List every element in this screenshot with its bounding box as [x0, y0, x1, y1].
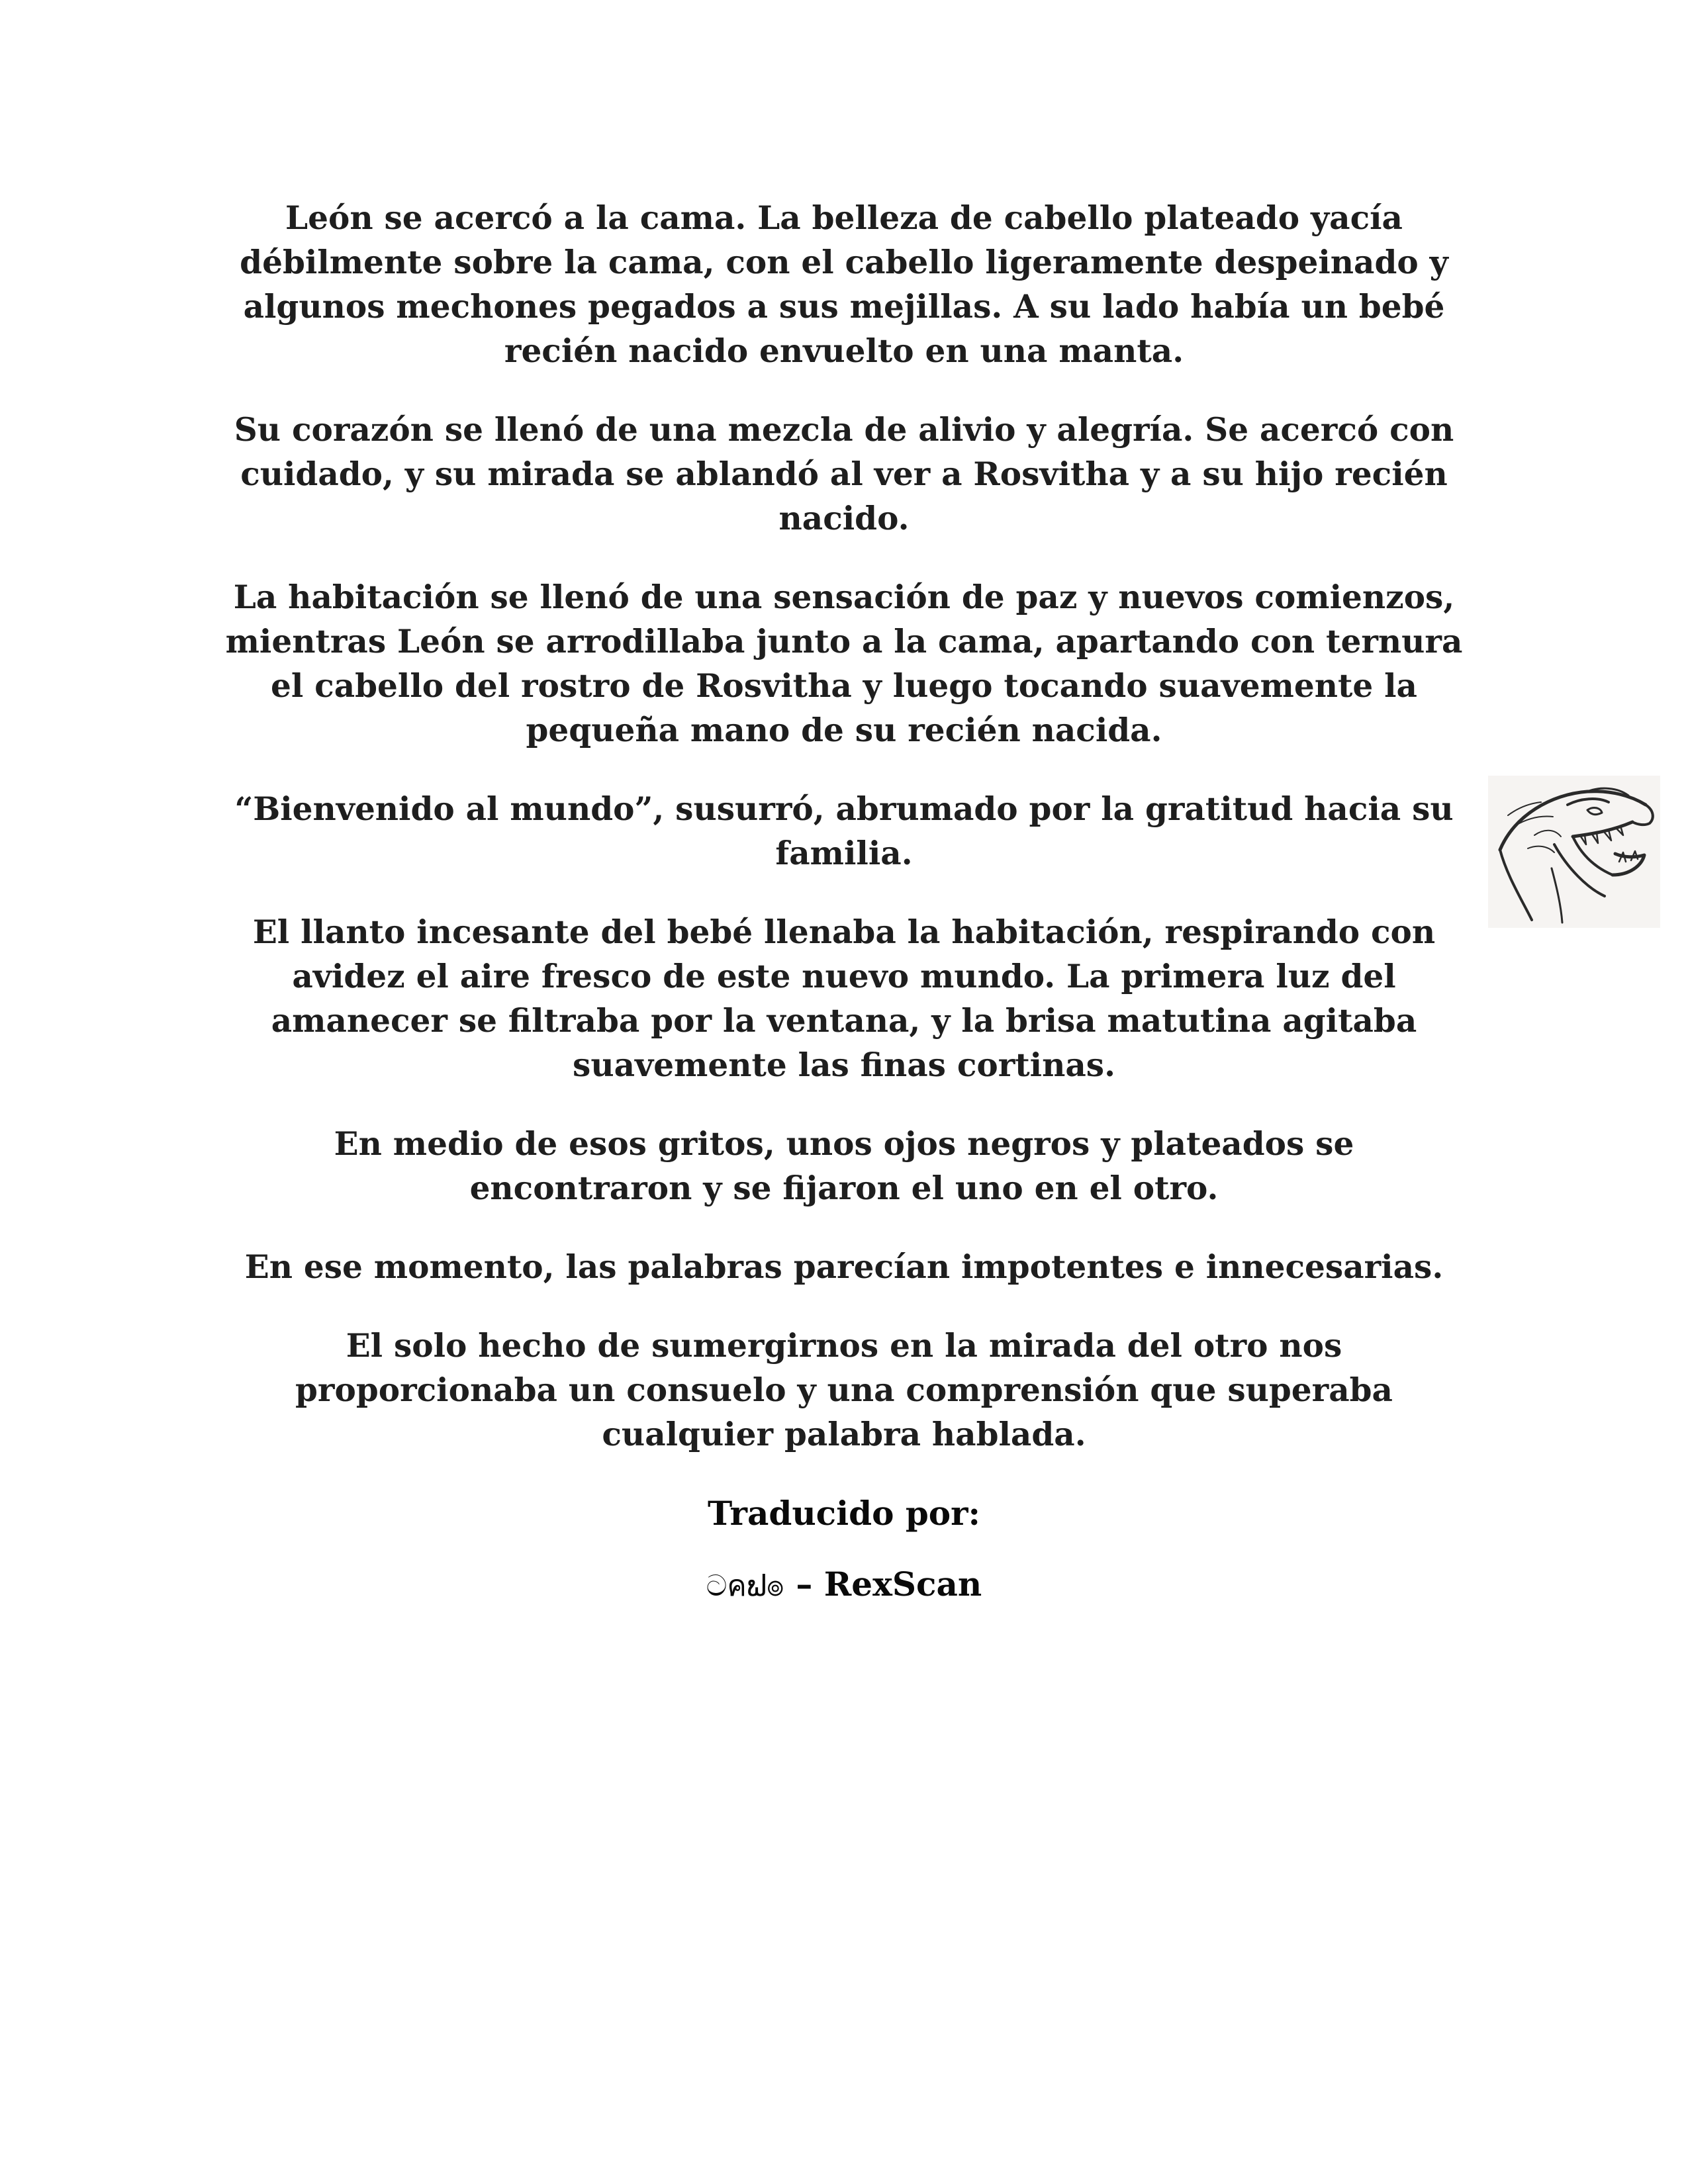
credits-label: Traducido por: [708, 1494, 980, 1533]
paragraph-6: En medio de esos gritos, unos ojos negros y plateados se encontraron y se fijaron el uno en el otro. [334, 1125, 1354, 1207]
paragraph-5: El llanto incesante del bebé llenaba la habitación, respirando con avidez el aire fresco de este nuevo mundo. La primera luz del amanecer se filtraba por la ventana, y la brisa matutina agitaba suavemente las finas cortinas. [252, 913, 1436, 1084]
group-name: RexScan [823, 1565, 982, 1604]
story-text [225, 196, 1463, 1608]
paragraph-1: León se acercó a la cama. La belleza de cabello plateado yacía débilmente sobre la cama, con el cabello ligeramente despeinado y algunos mechones pegados a sus mejillas. A su lado había un bebé recién nacido envuelto en una manta. [240, 199, 1448, 370]
credits-separator: – [784, 1565, 824, 1604]
paragraph-8: El solo hecho de sumergirnos en la mirada del otro nos proporcionaba un consuelo y una comprensión que superaba cualquier palabra hablada. [295, 1327, 1393, 1453]
dinosaur-head-sketch-icon [1488, 776, 1660, 928]
paragraph-3: La habitación se llenó de una sensación de paz y nuevos comienzos, mientras León se arrodillaba junto a la cama, apartando con ternura el cabello del rostro de Rosvitha y luego tocando suavemente la pequeña mano de su recién nacida. [225, 578, 1463, 749]
credits-line [225, 1562, 1463, 1608]
paragraph-2: Su corazón se llenó de una mezcla de alivio y alegría. Se acercó con cuidado, y su mirada se ablandó al ver a Rosvitha y a su hijo recién nacido. [234, 411, 1454, 537]
translator-name: ටคຟ๏ [706, 1569, 784, 1603]
paragraph-7: En ese momento, las palabras parecían impotentes e innecesarias. [244, 1248, 1444, 1286]
paragraph-4: “Bienvenido al mundo”, susurró, abrumado por la gratitud hacia su familia. [234, 790, 1454, 872]
